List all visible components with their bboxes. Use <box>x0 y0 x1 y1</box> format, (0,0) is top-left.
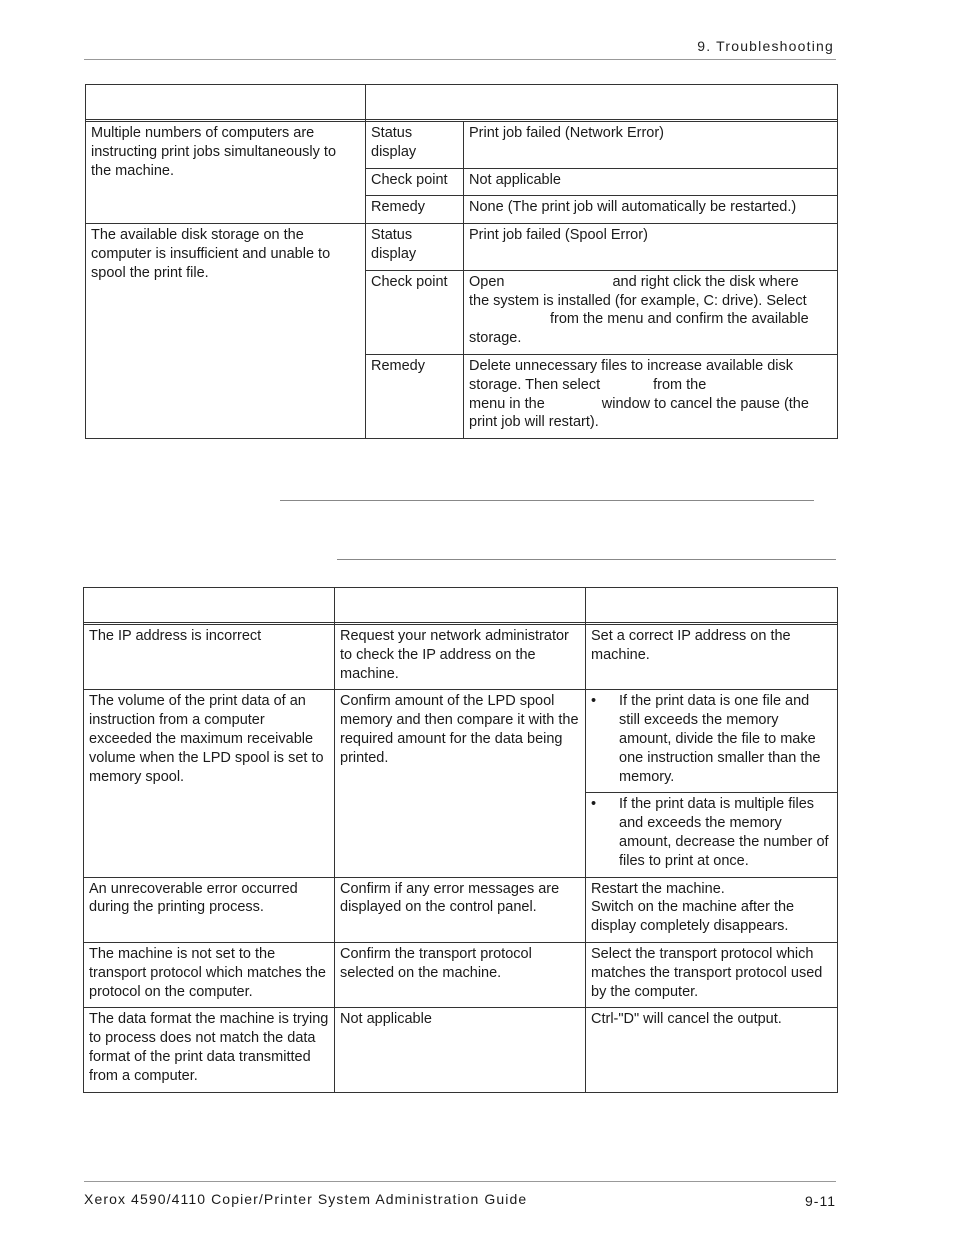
text-line: menu in the window to cancel the pause (the <box>469 395 809 412</box>
value-cell <box>464 354 838 438</box>
text-line: print job will restart). <box>469 414 599 431</box>
label-cell: Check point <box>366 168 464 196</box>
cause-cell: The IP address is incorrect <box>84 625 335 690</box>
table-header-row <box>84 588 838 623</box>
cause-cell: The volume of the print data of an instruction from a computer exceeded the maximum receivable volume when the LPD spool is set to memory spool. <box>84 690 335 877</box>
text-line: storage. <box>469 330 522 347</box>
bullet-icon: • <box>591 796 597 813</box>
label-cell: Status display <box>366 224 464 271</box>
bullet-item: • If the print data is multiple files and exceeds the memory amount, decrease the number of files to print at once. <box>591 796 829 869</box>
page-number: 9-11 <box>805 1193 836 1209</box>
text-line: the system is installed (for example, C: drive). Select <box>469 292 807 309</box>
value-cell: Print job failed (Spool Error) <box>464 224 838 271</box>
table-row <box>84 877 838 942</box>
label-cell: Remedy <box>366 354 464 438</box>
table-row <box>86 122 838 169</box>
table-header-row <box>86 85 838 120</box>
text-line: Open and right click the disk where <box>469 273 799 290</box>
remedy-cell <box>586 877 838 942</box>
check-cell: Confirm the transport protocol selected on the machine. <box>335 942 586 1007</box>
text-line: Switch on the machine after the display completely disappears. <box>591 899 795 935</box>
check-cell: Not applicable <box>335 1008 586 1092</box>
value-cell: None (The print job will automatically be restarted.) <box>464 196 838 224</box>
spool-error-table <box>85 84 838 439</box>
table-row <box>84 690 838 793</box>
cause-cell: An unrecoverable error occurred during the printing process. <box>84 877 335 942</box>
check-cell: Confirm if any error messages are displayed on the control panel. <box>335 877 586 942</box>
bullet-item: • If the print data is one file and still exceeds the memory amount, divide the file to make one instruction smaller than the memory. <box>591 693 821 785</box>
cause-cell: The available disk storage on the computer is insufficient and unable to spool the print file. <box>86 224 366 439</box>
header-cell <box>86 85 366 120</box>
header-cell <box>366 85 838 120</box>
header-rule <box>84 59 836 60</box>
section-header: 9. Troubleshooting <box>697 38 834 54</box>
check-cell: Confirm amount of the LPD spool memory and then compare it with the required amount for the data being printed. <box>335 690 586 877</box>
cause-cell: The data format the machine is trying to process does not match the data format of the print data transmitted from a computer. <box>84 1008 335 1092</box>
label-cell: Remedy <box>366 196 464 224</box>
remedy-cell: Select the transport protocol which matches the transport protocol used by the computer. <box>586 942 838 1007</box>
heading-rule <box>280 500 814 501</box>
lpd-troubleshooting-table <box>83 587 838 1093</box>
table-row <box>86 224 838 271</box>
label-cell: Check point <box>366 270 464 354</box>
table-row <box>84 1008 838 1092</box>
text-line: Delete unnecessary files to increase available disk <box>469 357 794 374</box>
footer-rule <box>84 1181 836 1182</box>
text-line: Restart the machine. <box>591 880 725 897</box>
header-cell <box>84 588 335 623</box>
table-row <box>84 625 838 690</box>
label-cell: Status display <box>366 122 464 169</box>
cause-cell: Multiple numbers of computers are instructing print jobs simultaneously to the machine. <box>86 122 366 224</box>
value-cell <box>464 270 838 354</box>
text-line: storage. Then select from the <box>469 376 707 393</box>
remedy-cell: Set a correct IP address on the machine. <box>586 625 838 690</box>
header-cell <box>586 588 838 623</box>
footer-title: Xerox 4590/4110 Copier/Printer System Administration Guide <box>84 1191 528 1207</box>
value-cell: Print job failed (Network Error) <box>464 122 838 169</box>
check-cell: Request your network administrator to check the IP address on the machine. <box>335 625 586 690</box>
table-row <box>84 942 838 1007</box>
cause-cell: The machine is not set to the transport protocol which matches the protocol on the computer. <box>84 942 335 1007</box>
subheading-rule <box>337 559 836 560</box>
remedy-cell <box>586 793 838 877</box>
bullet-icon: • <box>591 693 597 710</box>
remedy-cell: Ctrl-"D" will cancel the output. <box>586 1008 838 1092</box>
text-line: from the menu and confirm the available <box>550 311 809 328</box>
header-cell <box>335 588 586 623</box>
remedy-cell <box>586 690 838 793</box>
value-cell: Not applicable <box>464 168 838 196</box>
